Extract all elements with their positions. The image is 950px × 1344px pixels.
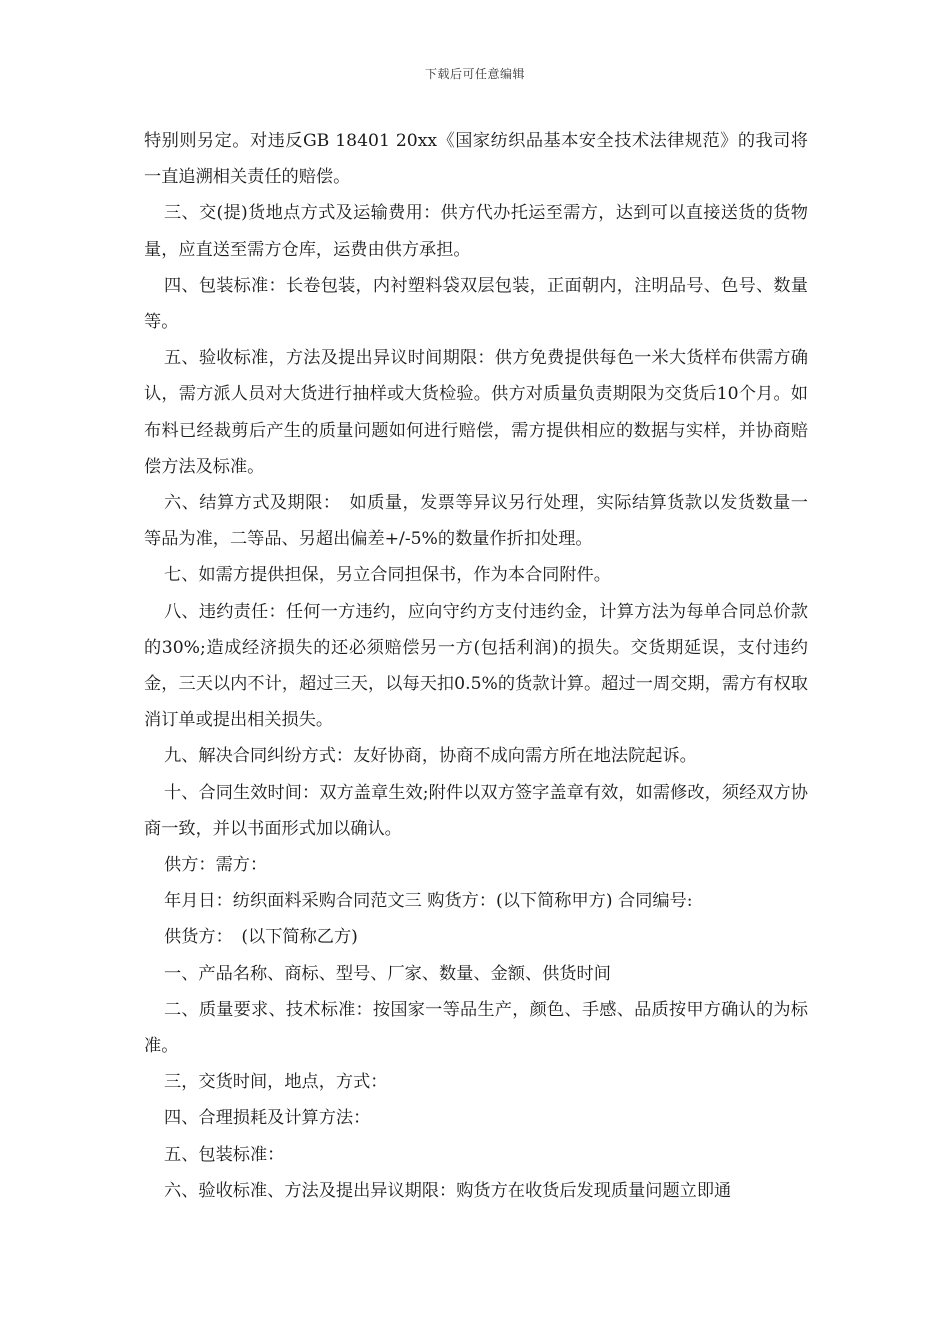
- paragraph: 五、验收标准，方法及提出异议时间期限：供方免费提供每色一米大货样布供需方确认，需方派人员对大货进行抽样或大货检验。供方对质量负责期限为交货后10个月。如布料已经裁剪后产生的质量问题如何进行赔偿，需方提供相应的数据与实样，并协商赔偿方法及标准。: [144, 348, 808, 477]
- paragraph: 四、合理损耗及计算方法：: [164, 1108, 371, 1129]
- paragraph: 五、包装标准：: [164, 1144, 285, 1165]
- page-header: 下载后可任意编辑: [424, 67, 525, 81]
- document-body: [144, 123, 808, 1209]
- paragraph: 四、包装标准：长卷包装，内衬塑料袋双层包装，正面朝内，注明品号、色号、数量等。: [144, 275, 808, 333]
- paragraph: 七、如需方提供担保，另立合同担保书，作为本合同附件。: [164, 565, 611, 586]
- paragraph: 三、交(提)货地点方式及运输费用：供方代办托运至需方，达到可以直接送货的货物量，应直送至需方仓库，运费由供方承担。: [144, 203, 808, 260]
- paragraph: 三，交货时间，地点，方式：: [164, 1072, 388, 1093]
- paragraph: 十、合同生效时间：双方盖章生效;附件以双方签字盖章有效，如需修改，须经双方协商一致，并以书面形式加以确认。: [144, 782, 808, 839]
- paragraph: 六、验收标准、方法及提出异议期限：购货方在收货后发现质量问题立即通: [164, 1180, 732, 1201]
- paragraph: 九、解决合同纠纷方式：友好协商，协商不成向需方所在地法院起诉。: [164, 746, 697, 767]
- paragraph: 二、质量要求、技术标准：按国家一等品生产，颜色、手感、品质按甲方确认的为标准。: [144, 999, 808, 1057]
- paragraph: 六、结算方式及期限： 如质量，发票等异议另行处理，实际结算货款以发货数量一等品为准，二等品、另超出偏差+/-5%的数量作折扣处理。: [144, 493, 808, 550]
- paragraph: 一、产品名称、商标、型号、厂家、数量、金额、供货时间: [164, 963, 611, 984]
- paragraph: 八、违约责任：任何一方违约，应向守约方支付违约金，计算方法为每单合同总价款的30%;造成经济损失的还必须赔偿另一方(包括利润)的损失。交货期延误，支付违约金，三天以内不计，超过三天，以每天扣0.5%的货款计算。超过一周交期，需方有权取消订单或提出相关损失。: [144, 601, 808, 731]
- paragraph: 供方：需方：: [164, 855, 268, 876]
- paragraph: 年月日：纺织面料采购合同范文三 购货方：(以下简称甲方) 合同编号:: [164, 891, 693, 912]
- paragraph: 供货方： (以下简称乙方): [164, 927, 358, 948]
- paragraph: 特别则另定。对违反GB 18401 20xx《国家纺织品基本安全技术法律规范》的我司将一直追溯相关责任的赔偿。: [144, 131, 808, 188]
